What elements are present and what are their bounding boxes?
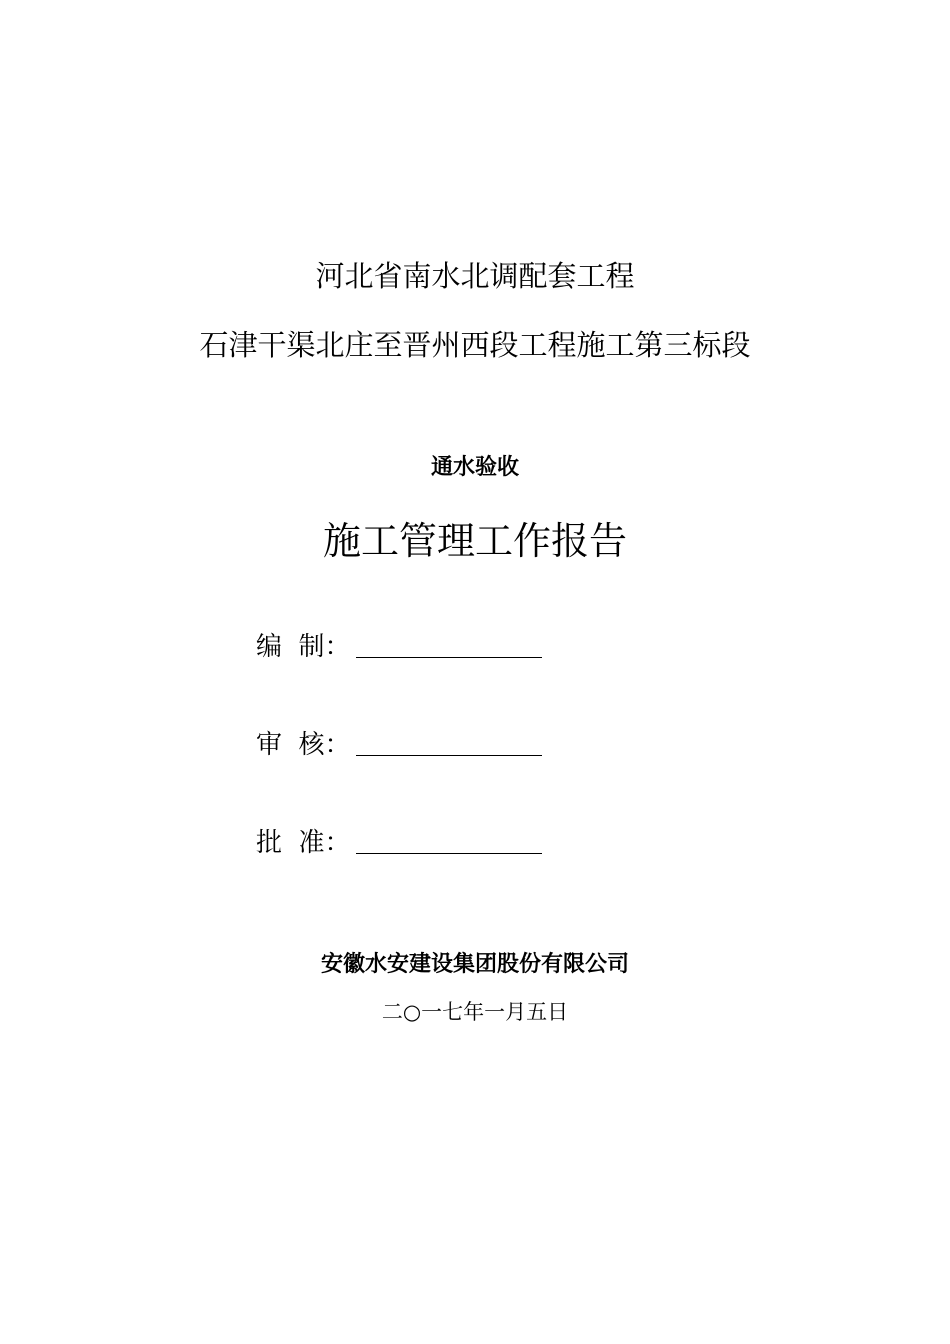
report-date: 二○一七年一月五日 (381, 1000, 569, 1024)
compile-signature-row (256, 620, 542, 660)
report-title: 施工管理工作报告 (322, 519, 627, 563)
review-signature-row (256, 718, 542, 758)
approve-signature-row (256, 816, 542, 856)
compile-signature-line[interactable] (356, 631, 542, 658)
acceptance-type: 通水验收 (430, 454, 519, 480)
project-title-line-1: 河北省南水北调配套工程 (315, 259, 635, 293)
review-label: 审 核： (256, 730, 351, 760)
approve-signature-line[interactable] (356, 827, 542, 854)
approve-label: 批 准： (256, 828, 351, 858)
company-name: 安徽水安建设集团股份有限公司 (320, 951, 629, 977)
project-title-line-2: 石津干渠北庄至晋州西段工程施工第三标段 (199, 328, 751, 362)
review-signature-line[interactable] (356, 729, 542, 756)
compile-label: 编 制： (256, 632, 351, 662)
